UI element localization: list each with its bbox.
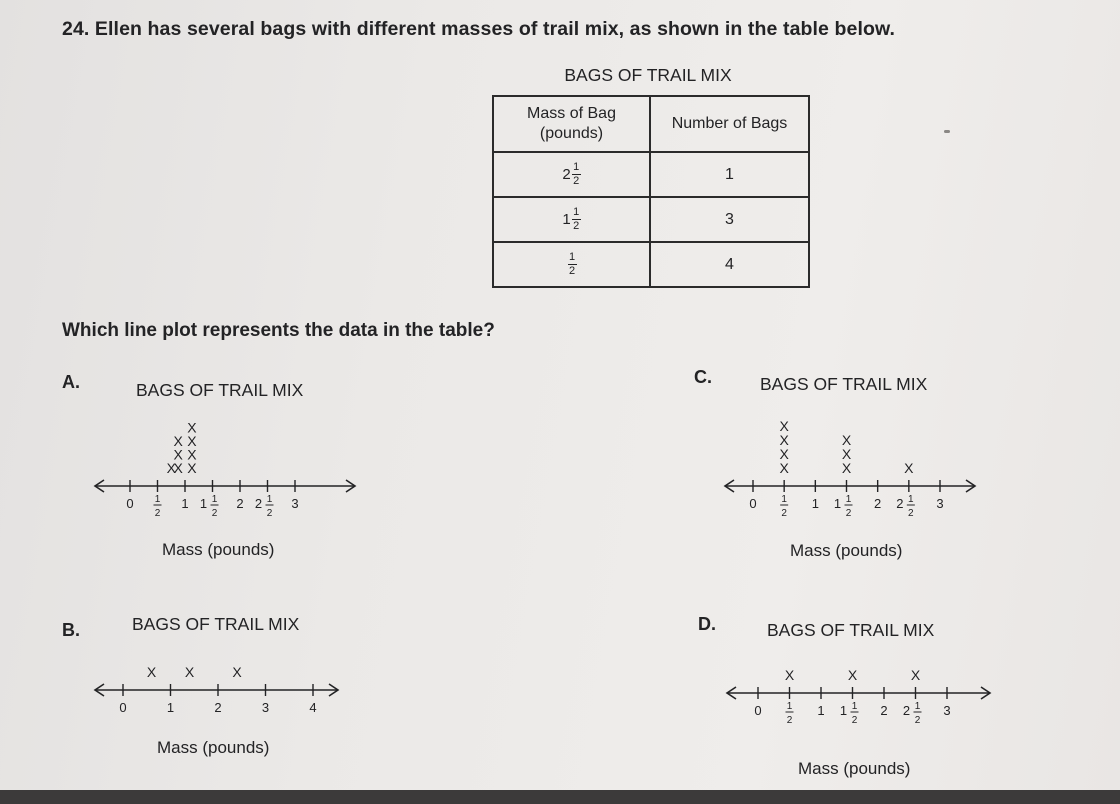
option-b-line-plot[interactable] (90, 645, 350, 725)
tick-denominator: 2 (851, 715, 858, 726)
tick-numerator: 1 (154, 494, 161, 505)
x-mark: X (173, 433, 183, 449)
x-mark: X (187, 419, 197, 436)
option-c-line-plot[interactable] (720, 398, 1000, 543)
option-a-letter[interactable]: A. (62, 372, 80, 392)
mass-cell (493, 152, 650, 197)
x-mark: X (232, 664, 242, 680)
x-mark: X (184, 664, 195, 680)
x-mark: X (910, 667, 921, 683)
table-row (493, 197, 809, 242)
tick-numerator: 1 (266, 494, 273, 505)
question-text: 24. Ellen has several bags with different masses of trail mix, as shown in the table below. (62, 18, 896, 40)
mass-cell (493, 242, 650, 287)
tick-label: 1 (199, 496, 208, 511)
tick-label: 0 (749, 496, 757, 511)
table-title: BAGS OF TRAIL MIX (564, 65, 732, 85)
fraction: $\frac{1}{2}$ (573, 206, 580, 232)
x-mark: X (187, 446, 197, 463)
table-row (493, 242, 809, 287)
header-mass: Mass of Bag (pounds) (493, 96, 650, 152)
tick-label: 0 (754, 703, 762, 718)
option-a-title: BAGS OF TRAIL MIX (136, 380, 304, 400)
tick-denominator: 2 (908, 508, 914, 519)
x-mark: X (166, 460, 176, 476)
x-mark: X (779, 418, 789, 434)
tick-label: 2 (902, 703, 911, 718)
tick-label: 2 (236, 496, 244, 511)
tick-label: 2 (896, 496, 904, 511)
tick-label: 1 (811, 496, 819, 511)
option-a-line-plot[interactable] (90, 398, 370, 543)
x-mark: X (841, 446, 852, 462)
option-d-letter[interactable]: D. (698, 614, 716, 634)
tick-denominator: 2 (154, 508, 161, 519)
x-mark: X (173, 446, 183, 463)
tick-label: 1 (817, 703, 825, 718)
tick-denominator: 2 (786, 715, 793, 726)
x-mark: X (841, 460, 852, 476)
count-cell: 3 (650, 197, 809, 242)
tick-label: 3 (261, 700, 270, 715)
tick-label: 1 (166, 700, 175, 715)
fraction: $\frac{1}{2}$ (573, 161, 580, 187)
tick-label: 2 (880, 703, 888, 718)
x-mark: X (784, 667, 795, 683)
mixed-number (567, 252, 577, 277)
x-mark: X (779, 432, 789, 448)
tick-label: 3 (943, 703, 951, 718)
table-header-row (493, 96, 809, 152)
tick-numerator: 1 (786, 701, 793, 712)
pen-mark (944, 130, 950, 133)
tick-denominator: 2 (211, 508, 218, 519)
tick-numerator: 1 (211, 494, 218, 505)
tick-label: 3 (936, 496, 944, 511)
tick-label: 2 (874, 496, 882, 511)
option-c-title: BAGS OF TRAIL MIX (760, 374, 928, 394)
x-mark: X (847, 667, 858, 683)
tick-denominator: 2 (266, 508, 273, 519)
option-a-axis-label: Mass (pounds) (162, 540, 275, 559)
count-cell: 4 (650, 242, 809, 287)
count-cell: 1 (650, 152, 809, 197)
fraction: $\frac{1}{2}$ (568, 251, 576, 278)
option-b-letter[interactable]: B. (62, 620, 80, 640)
option-b-title: BAGS OF TRAIL MIX (132, 614, 300, 634)
option-d-title: BAGS OF TRAIL MIX (767, 620, 935, 640)
tick-numerator: 1 (845, 494, 852, 505)
option-d-line-plot[interactable] (722, 648, 1002, 748)
x-mark: X (187, 460, 197, 476)
option-b-axis-label: Mass (pounds) (157, 738, 270, 757)
tick-label: 0 (126, 496, 134, 511)
x-mark: X (904, 460, 914, 476)
tick-denominator: 2 (781, 508, 787, 519)
table-row (493, 152, 809, 197)
tick-label: 0 (119, 700, 127, 715)
trail-mix-table (492, 95, 810, 288)
option-c-axis-label: Mass (pounds) (790, 541, 903, 560)
tick-numerator: 1 (914, 701, 921, 712)
tick-label: 2 (254, 496, 263, 511)
tick-label: 1 (181, 496, 189, 511)
table-edge (0, 790, 1120, 804)
tick-label: 3 (291, 496, 299, 511)
tick-denominator: 2 (845, 508, 852, 519)
tick-denominator: 2 (914, 715, 921, 726)
x-mark: X (779, 460, 789, 476)
x-mark: X (187, 433, 197, 449)
tick-numerator: 1 (908, 494, 914, 505)
x-mark: X (146, 664, 157, 680)
tick-numerator: 1 (851, 701, 858, 712)
x-mark: X (779, 446, 789, 462)
tick-label: 4 (309, 700, 317, 715)
tick-label: 1 (833, 496, 842, 511)
mixed-number: 1 $\frac{1}{2}$ (562, 206, 580, 232)
option-d-axis-label: Mass (pounds) (798, 759, 911, 778)
tick-label: 1 (839, 703, 848, 718)
tick-numerator: 1 (781, 494, 787, 505)
prompt-text: Which line plot represents the data in the table? (62, 320, 495, 341)
mixed-number: 2 $\frac{1}{2}$ (562, 161, 580, 187)
header-count: Number of Bags (650, 96, 809, 152)
x-mark: X (841, 432, 852, 448)
tick-label: 2 (214, 700, 222, 715)
x-mark: X (173, 460, 183, 476)
mass-cell (493, 197, 650, 242)
option-c-letter[interactable]: C. (694, 367, 712, 387)
